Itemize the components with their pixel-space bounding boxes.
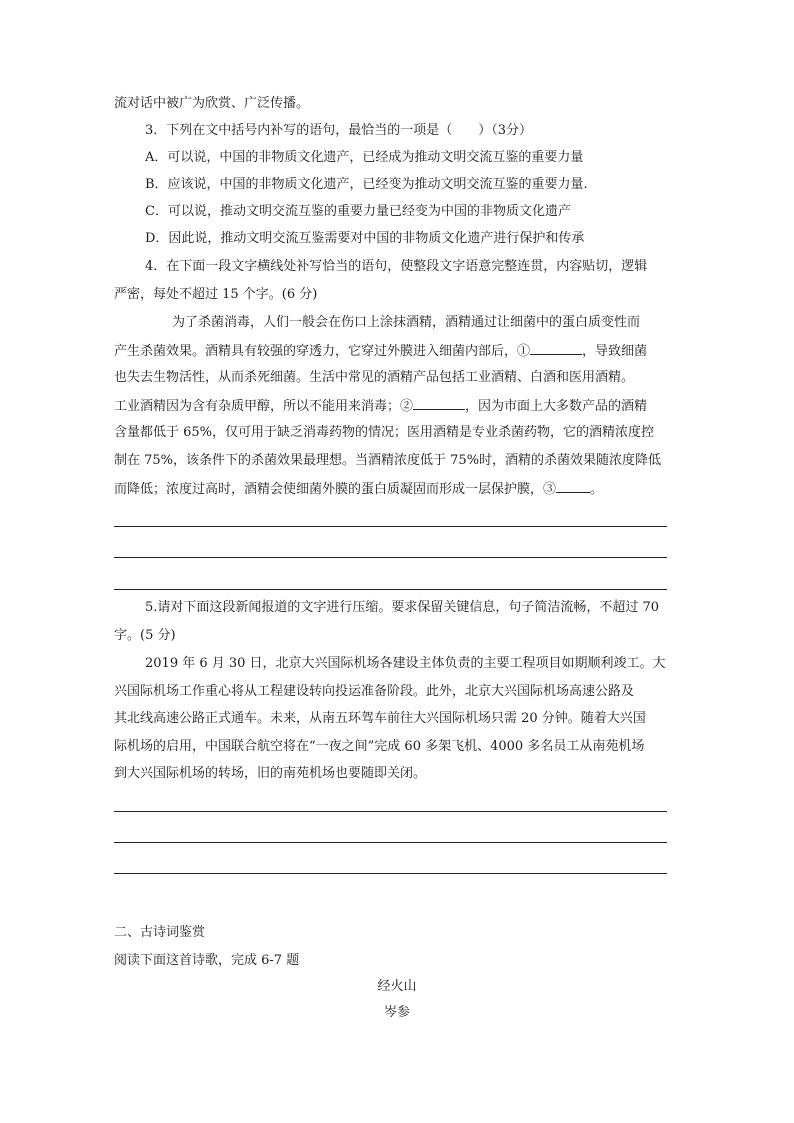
question-4-passage-line-7 — [114, 479, 603, 499]
question-4-passage-line-4 — [114, 396, 647, 416]
passage-text: ，因为市面上大多数产品的酒精 — [465, 399, 648, 414]
question-4-passage-line-5: 含量都低于 65%，仅可用于缺乏消毒药物的情况；医用酒精是专业杀菌药物，它的酒精浓度控 — [114, 425, 655, 440]
question-4-stem-line-2: 严密，每处不超过 15 个字。(6 分) — [114, 287, 318, 302]
poem-title: 经火山 — [377, 979, 417, 994]
passage-text: 产生杀菌效果。酒精具有较强的穿透力，它穿过外膜进入细菌内部后，① — [114, 344, 531, 359]
answer-line[interactable] — [114, 811, 667, 812]
passage-text: 。 — [590, 482, 604, 497]
question-4-passage-line-1: 为了杀菌消毒，人们一般会在伤口上涂抹酒精，酒精通过让细菌中的蛋白质变性而 — [172, 315, 641, 330]
answer-blank-3[interactable] — [556, 479, 590, 493]
answer-line[interactable] — [114, 842, 667, 843]
passage-text: 工业酒精因为含有杂质甲醇，所以不能用来消毒；② — [114, 399, 414, 414]
question-4-passage-line-2 — [114, 341, 647, 361]
question-3-stem: 3．下列在文中括号内补写的语句，最恰当的一项是（ ）（3分） — [145, 123, 533, 138]
answer-blank-1[interactable] — [530, 341, 582, 355]
question-4-stem-line-1: 4．在下面一段文字横线处补写恰当的语句，使整段文字语意完整连贯，内容贴切，逻辑 — [145, 259, 648, 274]
question-3-option-c: C．可以说，推动文明交流互鉴的重要力量已经变为中国的非物质文化遗产 — [145, 204, 571, 219]
section-intro: 阅读下面这首诗歌，完成 6-7 题 — [114, 953, 300, 968]
poem-author: 岑参 — [383, 1005, 410, 1020]
section-heading: 二、古诗词鉴赏 — [114, 925, 206, 940]
answer-line[interactable] — [114, 873, 667, 874]
question-3-option-d: D．因此说，推动文明交流互鉴需要对中国的非物质文化遗产进行保护和传承 — [145, 231, 585, 246]
paragraph-continuation: 流对话中被广为欣赏、广泛传播。 — [114, 96, 310, 111]
answer-line[interactable] — [114, 526, 667, 527]
question-5-passage-line-3: 其北线高速公路正式通车。未来，从南五环驾车前往大兴国际机场只需 20 分钟。随着大兴国 — [114, 711, 646, 726]
question-5-passage-line-2: 兴国际机场工作重心将从工程建设转向投运准备阶段。此外，北京大兴国际机场高速公路及 — [114, 684, 635, 699]
passage-text: ，导致细菌 — [582, 344, 648, 359]
question-5-passage-line-1: 2019 年 6 月 30 日，北京大兴国际机场各建设主体负责的主要工程项目如期顺利竣工。大 — [145, 656, 666, 671]
question-5-stem-line-1: 5.请对下面这段新闻报道的文字进行压缩。要求保留关键信息，句子简洁流畅，不超过 70 — [145, 600, 660, 615]
answer-blank-2[interactable] — [413, 396, 465, 410]
question-5-passage-line-4: 际机场的启用，中国联合航空将在“一夜之间”完成 60 多架飞机、4000 多名员工从南苑机场 — [114, 739, 645, 754]
question-5-passage-line-5: 到大兴国际机场的转场，旧的南苑机场也要随即关闭。 — [114, 766, 427, 781]
question-3-option-b: B．应该说，中国的非物质文化遗产，已经变为推动文明交流互鉴的重要力量. — [145, 177, 588, 192]
question-4-passage-line-3: 也失去生物活性，从而杀死细菌。生活中常见的酒精产品包括工业酒精、白酒和医用酒精。 — [114, 370, 635, 385]
question-5-stem-line-2: 字。(5 分) — [114, 628, 176, 643]
passage-text: 而降低；浓度过高时，酒精会使细菌外膜的蛋白质凝固而形成一层保护膜，③ — [114, 482, 557, 497]
question-4-passage-line-6: 制在 75%，该条件下的杀菌效果最理想。当酒精浓度低于 75%时，酒精的杀菌效果随浓度降低 — [114, 453, 662, 468]
question-3-option-a: A．可以说，中国的非物质文化遗产，已经成为推动文明交流互鉴的重要力量 — [145, 150, 584, 165]
answer-line[interactable] — [114, 557, 667, 558]
answer-line[interactable] — [114, 589, 667, 590]
